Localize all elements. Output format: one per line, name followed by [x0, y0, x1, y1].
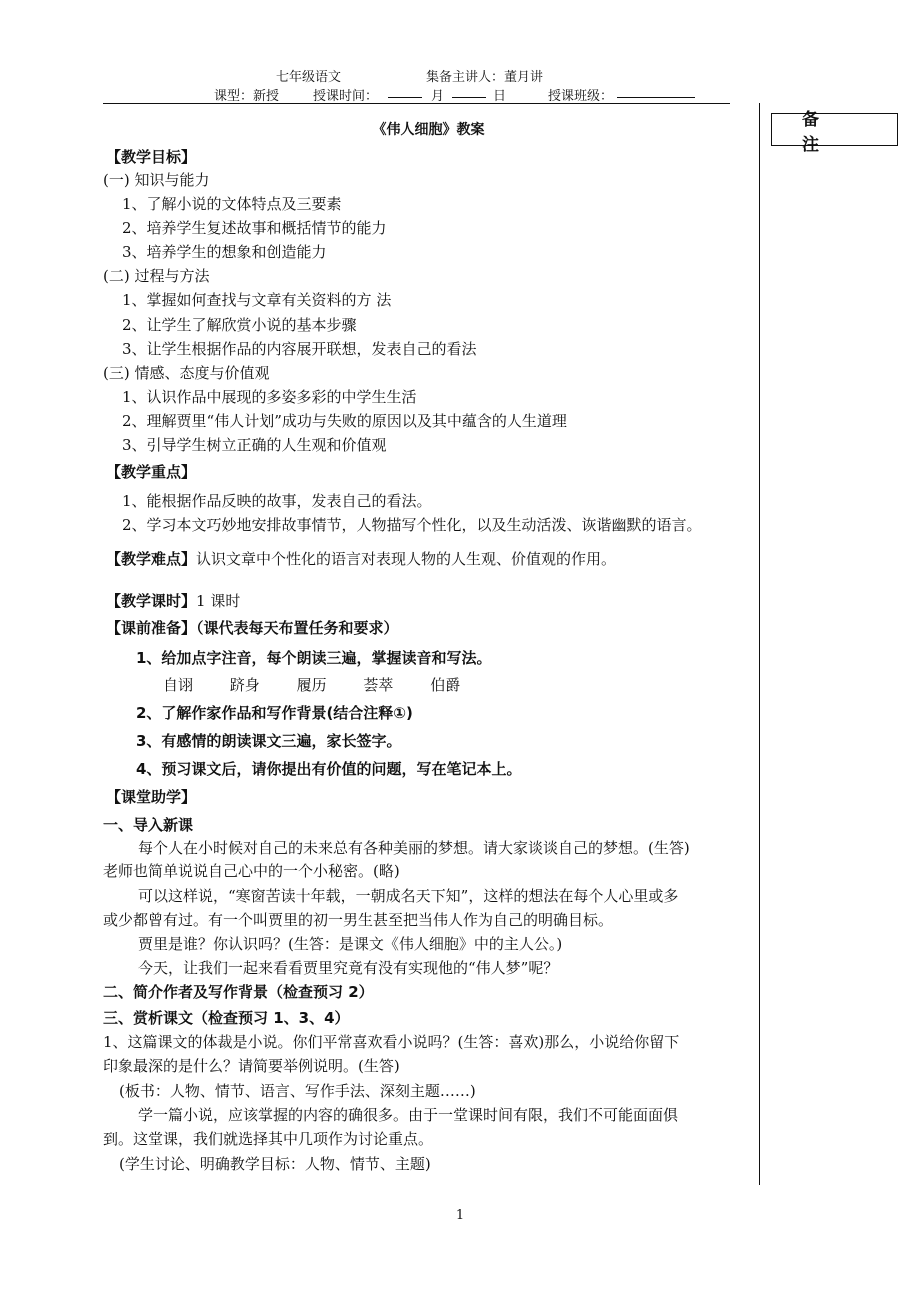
prep-item-4: 4、预习课文后，请你提出有价值的问题，写在笔记本上。 [136, 760, 522, 778]
goal-3-3: 3、引导学生树立正确的人生观和价值观 [122, 436, 387, 454]
goal-1-2: 2、培养学生复述故事和概括情节的能力 [122, 219, 387, 237]
subject-label: 七年级语文 [276, 70, 342, 85]
vocab-word: 跻身 [229, 676, 260, 694]
goals-heading: 【教学目标】 [106, 148, 197, 166]
para-2a: 可以这样说，“寒窗苦读十年载，一朝成名天下知”，这样的想法在每个人心里或多 [138, 887, 679, 905]
header-rule [103, 103, 730, 104]
time-label: 授课时间： [313, 89, 379, 104]
goal-1-3: 3、培养学生的想象和创造能力 [122, 243, 327, 261]
prep-item-3: 3、有感情的朗读课文三遍，家长签字。 [136, 732, 402, 750]
board-note: (板书：人物、情节、语言、写作手法、深刻主题……) [119, 1082, 476, 1100]
presenter-label: 集备主讲人：董月讲 [426, 70, 544, 85]
vocab-word: 履历 [296, 676, 327, 694]
hours-heading: 【教学课时】 [106, 592, 197, 610]
month-blank [452, 85, 486, 100]
prep-heading: 【课前准备】（课代表每天布置任务和要求） [106, 619, 399, 637]
para-6a: 学一篇小说，应该掌握的内容的确很多。由于一堂课时间有限，我们不可能面面俱 [138, 1106, 679, 1124]
prep-item-2: 2、了解作家作品和写作背景(结合注释①) [136, 704, 413, 722]
page-number: 1 [455, 1208, 465, 1223]
hours-line [106, 591, 240, 613]
goal-group-1: (一) 知识与能力 [103, 171, 210, 189]
goal-3-2: 2、理解贾里“伟人计划”成功与失败的原因以及其中蕴含的人生道理 [122, 412, 567, 430]
para-1b: 老师也简单说说自己心中的一个小秘密。(略) [103, 862, 400, 880]
goal-group-2: (二) 过程与方法 [103, 267, 210, 285]
para-3: 贾里是谁？你认识吗？(生答：是课文《伟人细胞》中的主人公。) [138, 935, 563, 953]
lesson-type-label: 课型：新授 [214, 89, 280, 104]
section-2-title: 二、简介作者及写作背景（检查预习 2） [103, 983, 374, 1001]
doc-title: 《伟人细胞》教案 [372, 122, 485, 138]
class-label: 授课班级： [548, 89, 614, 104]
prep-item-1: 1、给加点字注音，每个朗读三遍，掌握读音和写法。 [136, 649, 492, 667]
goal-3-1: 1、认识作品中展现的多姿多彩的中学生生活 [122, 388, 417, 406]
vocab-word: 自诩 [163, 676, 194, 694]
para-4: 今天，让我们一起来看看贾里究竟有没有实现他的“伟人梦”呢？ [138, 959, 559, 977]
difficulty-text: 认识文章中个性化的语言对表现人物的人生观、价值观的作用。 [196, 550, 617, 568]
section-3-title: 三、赏析课文（检查预习 1、3、4） [103, 1009, 350, 1027]
goal-group-3: (三) 情感、态度与价值观 [103, 364, 270, 382]
difficulty-heading: 【教学难点】 [106, 550, 197, 568]
hours-text: 1 课时 [196, 592, 241, 610]
goal-1-1: 1、了解小说的文体特点及三要素 [122, 195, 342, 213]
para-5b: 印象最深的是什么？请简要举例说明。(生答) [103, 1057, 400, 1075]
key-point-2: 2、学习本文巧妙地安排故事情节，人物描写个性化，以及生动活泼、诙谐幽默的语言。 [122, 516, 702, 534]
para-6b: 到。这堂课，我们就选择其中几项作为讨论重点。 [103, 1130, 434, 1148]
para-2b: 或少都曾有过。有一个叫贾里的初一男生甚至把当伟人作为自己的明确目标。 [103, 911, 614, 929]
key-heading: 【教学重点】 [106, 463, 197, 481]
goal-2-2: 2、让学生了解欣赏小说的基本步骤 [122, 316, 357, 334]
key-point-1: 1、能根据作品反映的故事，发表自己的看法。 [122, 492, 432, 510]
goal-2-1: 1、掌握如何查找与文章有关资料的方 法 [122, 291, 392, 309]
vocab-word: 伯爵 [430, 676, 461, 694]
class-blank [617, 85, 695, 100]
time-blank [388, 85, 422, 100]
discussion-note: (学生讨论、明确教学目标：人物、情节、主题) [119, 1155, 431, 1173]
notes-box: 备 注 [771, 113, 898, 146]
vocab-word: 荟萃 [363, 676, 394, 694]
section-1-title: 一、导入新课 [103, 816, 194, 834]
day-label: 日 [493, 89, 507, 104]
vocab-words [163, 675, 492, 697]
goal-2-3: 3、让学生根据作品的内容展开联想，发表自己的看法 [122, 340, 477, 358]
difficulty-line [106, 549, 616, 571]
para-5a: 1、这篇课文的体裁是小说。你们平常喜欢看小说吗？(生答：喜欢)那么，小说给你留下 [103, 1033, 680, 1051]
notes-divider [759, 103, 760, 1185]
class-heading: 【课堂助学】 [106, 788, 197, 806]
para-1a: 每个人在小时候对自己的未来总有各种美丽的梦想。请大家谈谈自己的梦想。(生答) [138, 839, 690, 857]
month-label: 月 [431, 89, 445, 104]
